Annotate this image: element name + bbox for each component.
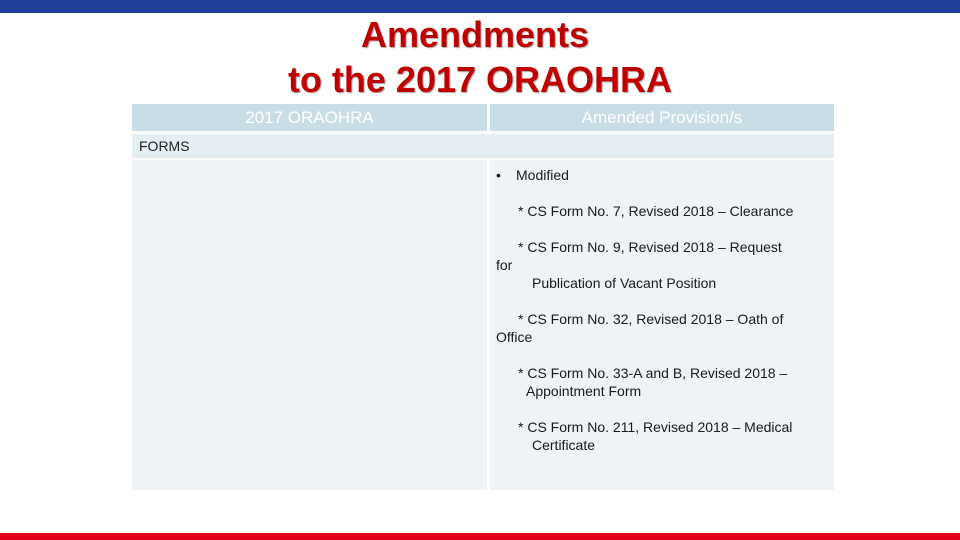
form-item: * CS Form No. 33-A and B, Revised 2018 – xyxy=(518,365,788,381)
section-forms-label: FORMS xyxy=(139,138,190,154)
form-item-continuation: Office xyxy=(496,329,533,345)
bullet-modified-label: Modified xyxy=(516,167,569,183)
title-line-1: Amendments xyxy=(360,14,590,55)
amended-provision-text xyxy=(496,166,832,454)
form-item-continuation: Certificate xyxy=(532,437,596,453)
section-row-forms xyxy=(132,134,834,158)
form-item: * CS Form No. 9, Revised 2018 – Request xyxy=(518,239,782,255)
header-original-label: 2017 ORAOHRA xyxy=(245,107,374,127)
form-item: * CS Form No. 211, Revised 2018 – Medical xyxy=(518,419,793,435)
title-line-2: to the 2017 ORAOHRA xyxy=(287,59,673,100)
header-amended xyxy=(490,104,834,131)
bottom-accent-bar xyxy=(0,533,960,540)
form-item-continuation: for xyxy=(496,257,513,273)
bullet-icon: • xyxy=(496,167,501,183)
amendments-table xyxy=(132,104,834,490)
bullet-modified xyxy=(496,166,832,184)
form-item-continuation: Publication of Vacant Position xyxy=(532,275,717,291)
header-original xyxy=(132,104,487,131)
header-amended-label: Amended Provision/s xyxy=(581,107,743,127)
form-item: * CS Form No. 7, Revised 2018 – Clearance xyxy=(518,203,794,219)
form-item: * CS Form No. 32, Revised 2018 – Oath of xyxy=(518,311,784,327)
top-accent-bar xyxy=(0,0,960,13)
original-provision-cell xyxy=(132,160,487,490)
amended-provision-cell xyxy=(490,160,834,490)
form-item-continuation: Appointment Form xyxy=(526,383,642,399)
